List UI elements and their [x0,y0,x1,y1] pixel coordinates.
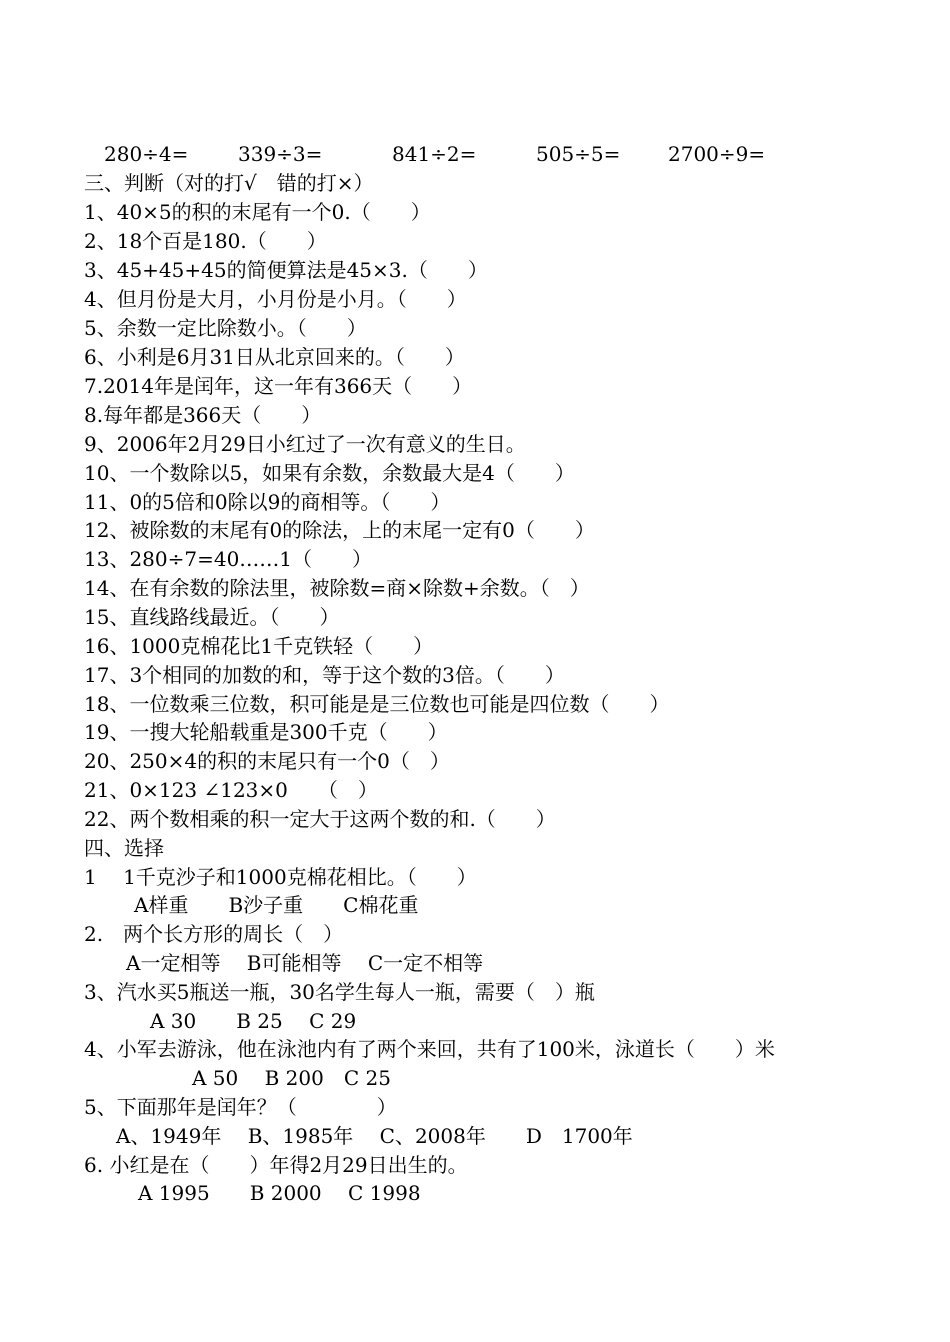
calc-item: 505÷5= [536,142,621,166]
judgment-item: 15、直线路线最近。（ ） [84,605,340,629]
judgment-item: 16、1000克棉花比1千克铁轻（ ） [84,634,434,658]
judgment-item: 7.2014年是闰年，这一年有366天（ ） [84,374,473,398]
section3-title: 三、判断（对的打√ 错的打×） [84,171,374,195]
judgment-item: 1、40×5的积的末尾有一个0.（ ） [84,200,431,224]
choice-question: 3、汽水买5瓶送一瓶，30名学生每人一瓶，需要（ ）瓶 [84,980,595,1004]
calc-item: 339÷3= [238,142,323,166]
judgment-item: 18、一位数乘三位数，积可能是是三位数也可能是四位数（ ） [84,692,670,716]
judgment-item: 3、45+45+45的简便算法是45×3.（ ） [84,258,488,282]
judgment-item: 2、18个百是180.（ ） [84,229,327,253]
choice-options: A、1949年 B、1985年 C、2008年 D 1700年 [116,1124,633,1148]
judgment-item: 4、但月份是大月，小月份是小月。（ ） [84,287,467,311]
choice-question: 6. 小红是在（ ）年得2月29日出生的。 [84,1153,468,1177]
calc-row [0,142,950,166]
judgment-item: 20、250×4的积的末尾只有一个0（ ） [84,749,450,773]
calc-item: 841÷2= [392,142,477,166]
judgment-item: 17、3个相同的加数的和，等于这个数的3倍。（ ） [84,663,565,687]
judgment-item: 14、在有余数的除法里，被除数=商×除数+余数。（ ） [84,576,590,600]
judgment-item: 6、小利是6月31日从北京回来的。（ ） [84,345,465,369]
judgment-item: 10、一个数除以5，如果有余数，余数最大是4（ ） [84,461,575,485]
judgment-item: 21、0×123 ∠123×0 （ ） [84,778,378,802]
calc-item: 280÷4= [104,142,189,166]
choice-question: 2. 两个长方形的周长（ ） [84,922,344,946]
judgment-item: 9、2006年2月29日小红过了一次有意义的生日。 [84,432,526,456]
choice-question: 5、下面那年是闰年？（ ） [84,1095,397,1119]
judgment-item: 11、0的5倍和0除以9的商相等。（ ） [84,490,451,514]
choice-options: A 50 B 200 C 25 [192,1066,391,1090]
judgment-item: 12、被除数的末尾有0的除法，上的末尾一定有0（ ） [84,518,595,542]
choice-options: A样重 B沙子重 C棉花重 [134,893,419,917]
choice-options: A 1995 B 2000 C 1998 [138,1181,421,1205]
judgment-item: 22、两个数相乘的积一定大于这两个数的和.（ ） [84,807,556,831]
choice-question: 4、小军去游泳，他在泳池内有了两个来回，共有了100米，泳道长（ ）米 [84,1037,775,1061]
choice-options: A一定相等 B可能相等 C一定不相等 [126,951,484,975]
section4-title: 四、选择 [84,836,164,860]
judgment-item: 19、一搜大轮船载重是300千克（ ） [84,720,448,744]
choice-question: 1 1千克沙子和1000克棉花相比。（ ） [84,865,477,889]
choice-options: A 30 B 25 C 29 [150,1009,357,1033]
judgment-item: 13、280÷7=40……1（ ） [84,547,373,571]
judgment-item: 5、余数一定比除数小。（ ） [84,316,367,340]
judgment-item: 8.每年都是366天（ ） [84,403,322,427]
calc-item: 2700÷9= [668,142,766,166]
